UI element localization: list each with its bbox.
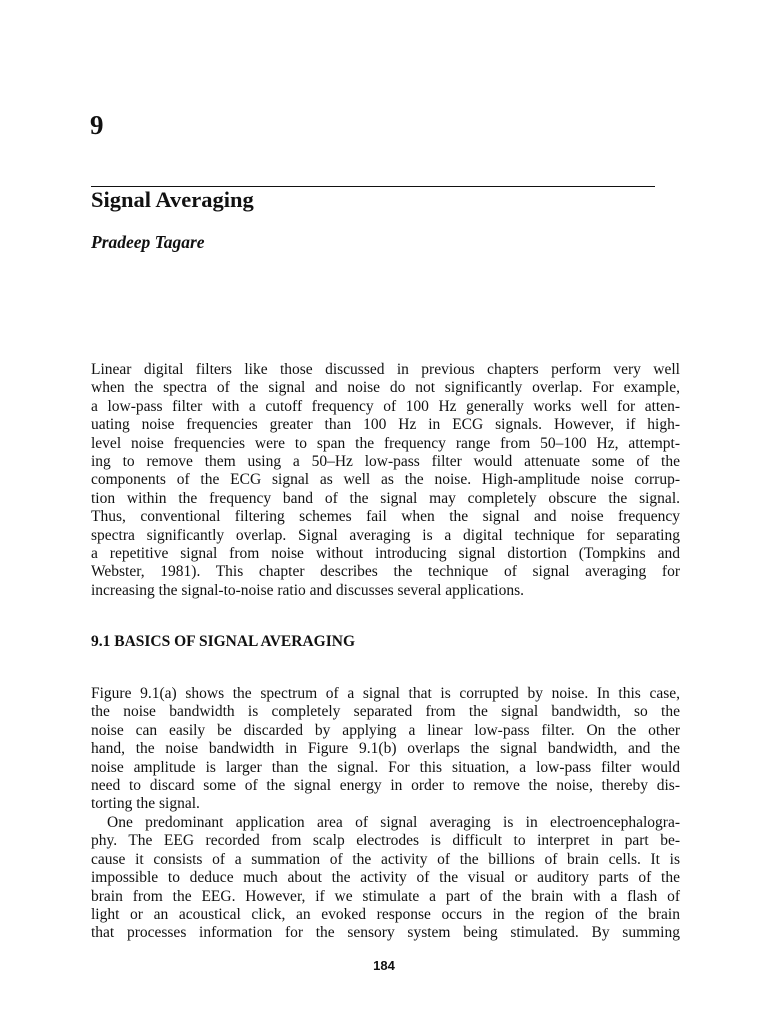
chapter-author: Pradeep Tagare [91,232,205,252]
text-line: the noise bandwidth is completely separated from the signal bandwidth, so the [91,703,680,721]
text-line: level noise frequencies were to span the frequency range from 50–100 Hz, attempt- [91,434,680,452]
chapter-title: Signal Averaging [91,187,254,212]
text-line: uating noise frequencies greater than 100 Hz in ECG signals. However, if high- [91,416,680,434]
text-line: Thus, conventional filtering schemes fail when the signal and noise frequency [91,508,680,526]
text-line: torting the signal. [91,795,200,813]
text-line: that processes information for the sensory system being stimulated. By summing [91,924,680,942]
text-line: brain from the EEG. However, if we stimulate a part of the brain with a flash of [91,887,680,905]
section-paragraph-1 [91,685,680,814]
intro-paragraph [91,361,680,600]
section-paragraph-2 [91,814,680,943]
text-line: ing to remove them using a 50–Hz low-pass filter would attenuate some of the [91,453,680,471]
text-line: need to discard some of the signal energy in order to remove the noise, thereby dis- [91,777,680,795]
text-line: Webster, 1981). This chapter describes the technique of signal averaging for [91,563,680,581]
text-line: light or an acoustical click, an evoked response occurs in the region of the brain [91,906,680,924]
text-line: a low-pass filter with a cutoff frequency of 100 Hz generally works well for atten- [91,397,680,415]
text-line: spectra significantly overlap. Signal averaging is a digital technique for separating [91,526,680,544]
text-line: noise can easily be discarded by applying a linear low-pass filter. On the other [91,721,680,739]
page-number: 184 [373,958,395,973]
text-line: components of the ECG signal as well as the noise. High-amplitude noise corrup- [91,471,680,489]
text-line: tion within the frequency band of the signal may completely obscure the signal. [91,489,680,507]
text-line: One predominant application area of signal averaging is in electroencephalogra- [107,814,680,831]
text-line: Figure 9.1(a) shows the spectrum of a signal that is corrupted by noise. In this case, [91,685,680,702]
text-line: increasing the signal-to-noise ratio and discusses several applications. [91,581,525,599]
text-line: Linear digital filters like those discussed in previous chapters perform very well [91,361,680,378]
chapter-number: 9 [90,110,104,140]
text-line: hand, the noise bandwidth in Figure 9.1(b) overlaps the signal bandwidth, and the [91,740,680,758]
text-line: impossible to deduce much about the activity of the visual or auditory parts of the [91,869,680,887]
text-line: a repetitive signal from noise without introducing signal distortion (Tompkins and [91,545,680,563]
text-line: cause it consists of a summation of the activity of the billions of brain cells. It is [91,850,680,868]
text-line: noise amplitude is larger than the signal. For this situation, a low-pass filter would [91,758,680,776]
section-heading: 9.1 BASICS OF SIGNAL AVERAGING [91,633,355,650]
text-line: when the spectra of the signal and noise do not significantly overlap. For example, [91,379,680,397]
text-line: phy. The EEG recorded from scalp electrodes is difficult to interpret in part be- [91,832,680,850]
